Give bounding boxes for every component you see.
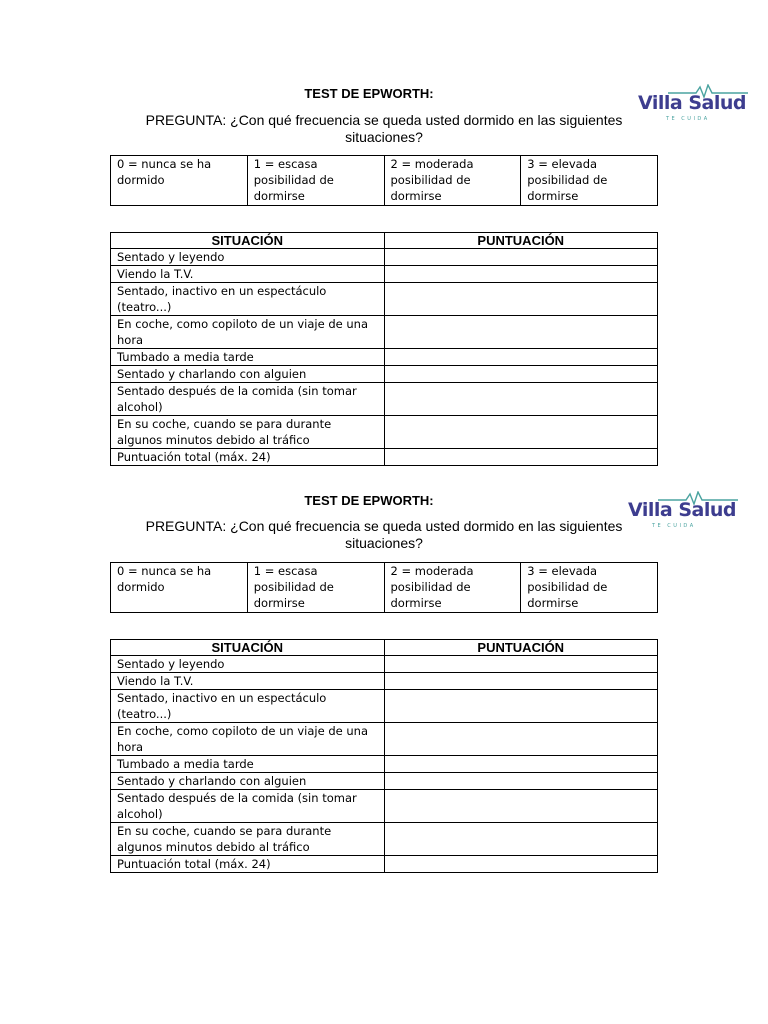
scale-cell: 0 = nunca se ha dormido xyxy=(111,156,248,206)
villa-salud-logo xyxy=(628,491,743,533)
table-row xyxy=(111,773,658,790)
score-cell[interactable] xyxy=(384,383,658,416)
scale-cell: 2 = moderada posibilidad de dormirse xyxy=(384,563,521,613)
situation-header: SITUACIÓN xyxy=(111,640,385,656)
situation-label: En coche, como copiloto de un viaje de una hora xyxy=(111,723,385,756)
table-row xyxy=(111,249,658,266)
score-cell[interactable] xyxy=(384,756,658,773)
scale-cell: 2 = moderada posibilidad de dormirse xyxy=(384,156,521,206)
table-row xyxy=(111,316,658,349)
situation-header: SITUACIÓN xyxy=(111,233,385,249)
table-row xyxy=(111,449,658,466)
situation-label: Sentado y leyendo xyxy=(111,249,385,266)
form-title: TEST DE EPWORTH: xyxy=(304,86,434,101)
table-row xyxy=(111,690,658,723)
score-cell[interactable] xyxy=(384,366,658,383)
brand-tagline: TE CUIDA xyxy=(666,116,710,122)
score-cell[interactable] xyxy=(384,316,658,349)
score-cell[interactable] xyxy=(384,416,658,449)
situation-table xyxy=(110,232,658,466)
score-header: PUNTUACIÓN xyxy=(384,233,658,249)
situation-label: Sentado después de la comida (sin tomar alcohol) xyxy=(111,383,385,416)
score-cell[interactable] xyxy=(384,283,658,316)
question-line-2: situaciones? xyxy=(345,535,423,551)
situation-label: En su coche, cuando se para durante algunos minutos debido al tráfico xyxy=(111,823,385,856)
scale-cell: 1 = escasa posibilidad de dormirse xyxy=(247,563,384,613)
table-row xyxy=(111,416,658,449)
question-text xyxy=(110,112,658,146)
score-cell[interactable] xyxy=(384,690,658,723)
scale-table xyxy=(110,562,658,613)
situation-label: Sentado y charlando con alguien xyxy=(111,773,385,790)
scale-table xyxy=(110,155,658,206)
scale-cell: 3 = elevada posibilidad de dormirse xyxy=(521,563,658,613)
score-cell[interactable] xyxy=(384,349,658,366)
total-score-cell[interactable] xyxy=(384,856,658,873)
table-row xyxy=(111,823,658,856)
brand-name: Villa Salud xyxy=(628,499,737,521)
question-text xyxy=(110,518,658,552)
situation-label: Tumbado a media tarde xyxy=(111,756,385,773)
table-row xyxy=(111,856,658,873)
score-cell[interactable] xyxy=(384,823,658,856)
situation-label: Viendo la T.V. xyxy=(111,266,385,283)
question-line-1: PREGUNTA: ¿Con qué frecuencia se queda usted dormido en las siguientes xyxy=(145,112,623,128)
score-header: PUNTUACIÓN xyxy=(384,640,658,656)
brand-tagline: TE CUIDA xyxy=(652,523,696,529)
scale-cell: 0 = nunca se ha dormido xyxy=(111,563,248,613)
score-cell[interactable] xyxy=(384,790,658,823)
situation-label: Viendo la T.V. xyxy=(111,673,385,690)
table-row xyxy=(111,673,658,690)
situation-label: Sentado y leyendo xyxy=(111,656,385,673)
total-label: Puntuación total (máx. 24) xyxy=(111,856,385,873)
situation-label: Tumbado a media tarde xyxy=(111,349,385,366)
question-line-1: PREGUNTA: ¿Con qué frecuencia se queda usted dormido en las siguientes xyxy=(145,518,623,534)
score-cell[interactable] xyxy=(384,773,658,790)
table-row xyxy=(111,349,658,366)
scale-cell: 1 = escasa posibilidad de dormirse xyxy=(247,156,384,206)
question-line-2: situaciones? xyxy=(345,129,423,145)
situation-table xyxy=(110,639,658,873)
table-row xyxy=(111,283,658,316)
situation-label: Sentado y charlando con alguien xyxy=(111,366,385,383)
score-cell[interactable] xyxy=(384,249,658,266)
situation-label: Sentado, inactivo en un espectáculo (teatro...) xyxy=(111,690,385,723)
brand-name: Villa Salud xyxy=(638,92,747,114)
score-cell[interactable] xyxy=(384,673,658,690)
score-cell[interactable] xyxy=(384,656,658,673)
score-cell[interactable] xyxy=(384,723,658,756)
table-row xyxy=(111,266,658,283)
score-cell[interactable] xyxy=(384,266,658,283)
situation-label: Sentado, inactivo en un espectáculo (teatro...) xyxy=(111,283,385,316)
situation-label: En coche, como copiloto de un viaje de una hora xyxy=(111,316,385,349)
total-label: Puntuación total (máx. 24) xyxy=(111,449,385,466)
table-row xyxy=(111,656,658,673)
scale-cell: 3 = elevada posibilidad de dormirse xyxy=(521,156,658,206)
villa-salud-logo xyxy=(638,84,753,126)
form-title: TEST DE EPWORTH: xyxy=(304,493,434,508)
situation-label: En su coche, cuando se para durante algunos minutos debido al tráfico xyxy=(111,416,385,449)
table-row xyxy=(111,790,658,823)
table-row xyxy=(111,723,658,756)
table-row xyxy=(111,756,658,773)
total-score-cell[interactable] xyxy=(384,449,658,466)
situation-label: Sentado después de la comida (sin tomar alcohol) xyxy=(111,790,385,823)
table-row xyxy=(111,366,658,383)
table-row xyxy=(111,383,658,416)
